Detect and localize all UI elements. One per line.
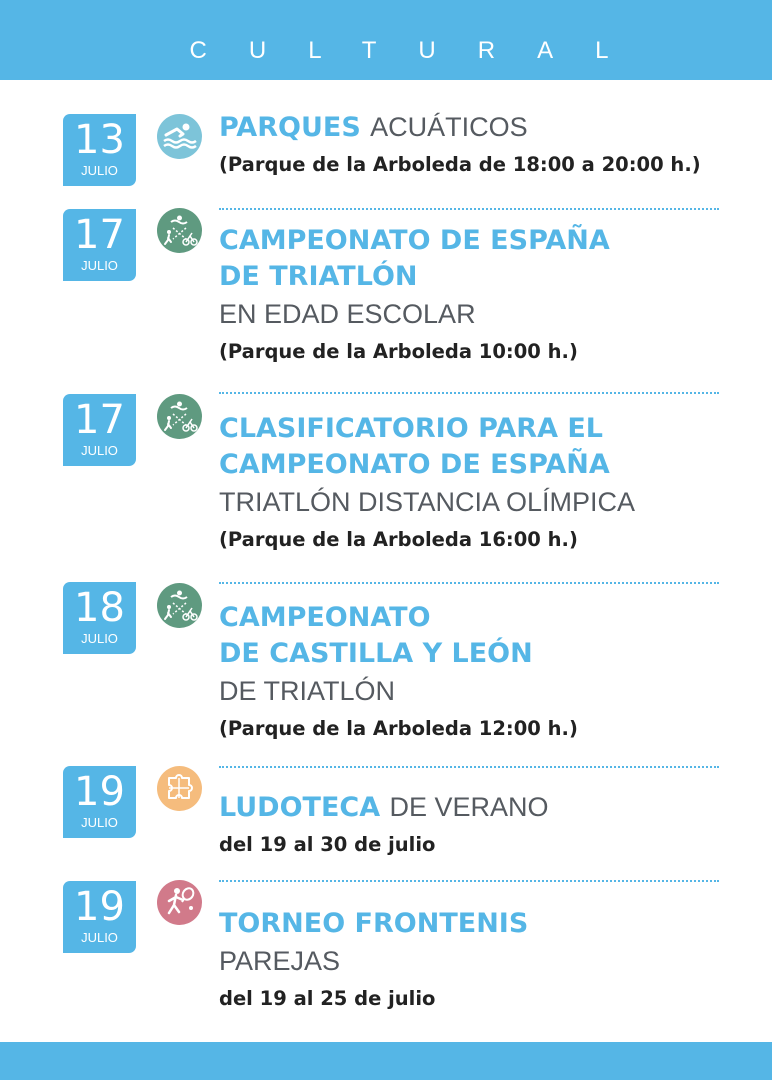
- date-badge: [63, 114, 136, 186]
- footer-bar: [0, 1042, 772, 1080]
- event-4: [219, 600, 739, 744]
- event-subtitle: DE TRIATLÓN: [219, 676, 396, 706]
- date-day: 17: [74, 397, 125, 443]
- date-month: JULIO: [81, 815, 118, 830]
- event-title-line2: DE CASTILLA Y LEÓN: [219, 638, 533, 669]
- event-subtitle: PAREJAS: [219, 946, 341, 976]
- event-detail: (Parque de la Arboleda de 18:00 a 20:00 h.): [219, 153, 701, 176]
- event-6: [219, 906, 739, 1014]
- event-title-bold: LUDOTECA: [219, 792, 381, 823]
- event-title-line1: TORNEO FRONTENIS: [219, 908, 529, 939]
- date-day: 19: [74, 769, 125, 815]
- divider: [219, 392, 719, 394]
- date-badge: [63, 209, 136, 281]
- divider: [219, 208, 719, 210]
- triathlon-icon: [157, 208, 202, 253]
- event-title-line1: CLASIFICATORIO PARA EL: [219, 413, 604, 444]
- event-title-line1: CAMPEONATO: [219, 602, 431, 633]
- event-title-line1: CAMPEONATO DE ESPAÑA: [219, 225, 610, 256]
- event-subtitle: EN EDAD ESCOLAR: [219, 299, 476, 329]
- date-month: JULIO: [81, 258, 118, 273]
- divider: [219, 880, 719, 882]
- date-badge: [63, 766, 136, 838]
- date-badge: [63, 394, 136, 466]
- header-bar: [0, 0, 772, 80]
- event-1: [219, 109, 739, 180]
- event-detail: del 19 al 25 de julio: [219, 987, 436, 1010]
- event-title-line2: CAMPEONATO DE ESPAÑA: [219, 449, 610, 480]
- date-day: 19: [74, 884, 125, 930]
- event-detail: (Parque de la Arboleda 12:00 h.): [219, 717, 578, 740]
- event-title-light: ACUÁTICOS: [370, 112, 528, 142]
- event-title-bold: PARQUES: [219, 112, 361, 143]
- event-5: [219, 789, 739, 860]
- swimming-icon: [157, 114, 202, 159]
- event-detail: (Parque de la Arboleda 10:00 h.): [219, 340, 578, 363]
- date-day: 13: [74, 117, 125, 163]
- divider: [219, 766, 719, 768]
- date-badge: [63, 582, 136, 654]
- section-title: CULTURAL: [189, 37, 651, 64]
- event-detail: (Parque de la Arboleda 16:00 h.): [219, 528, 578, 551]
- date-badge: [63, 881, 136, 953]
- date-month: JULIO: [81, 163, 118, 178]
- event-2: [219, 223, 739, 367]
- event-subtitle: TRIATLÓN DISTANCIA OLÍMPICA: [219, 487, 636, 517]
- date-day: 18: [74, 585, 125, 631]
- date-month: JULIO: [81, 930, 118, 945]
- event-detail: del 19 al 30 de julio: [219, 833, 436, 856]
- triathlon-icon: [157, 583, 202, 628]
- divider: [219, 582, 719, 584]
- event-3: [219, 411, 739, 555]
- triathlon-icon: [157, 394, 202, 439]
- event-title-light: DE VERANO: [389, 792, 549, 822]
- event-title-line2: DE TRIATLÓN: [219, 261, 418, 292]
- date-month: JULIO: [81, 443, 118, 458]
- date-month: JULIO: [81, 631, 118, 646]
- frontenis-icon: [157, 880, 202, 925]
- date-day: 17: [74, 212, 125, 258]
- puzzle-icon: [157, 766, 202, 811]
